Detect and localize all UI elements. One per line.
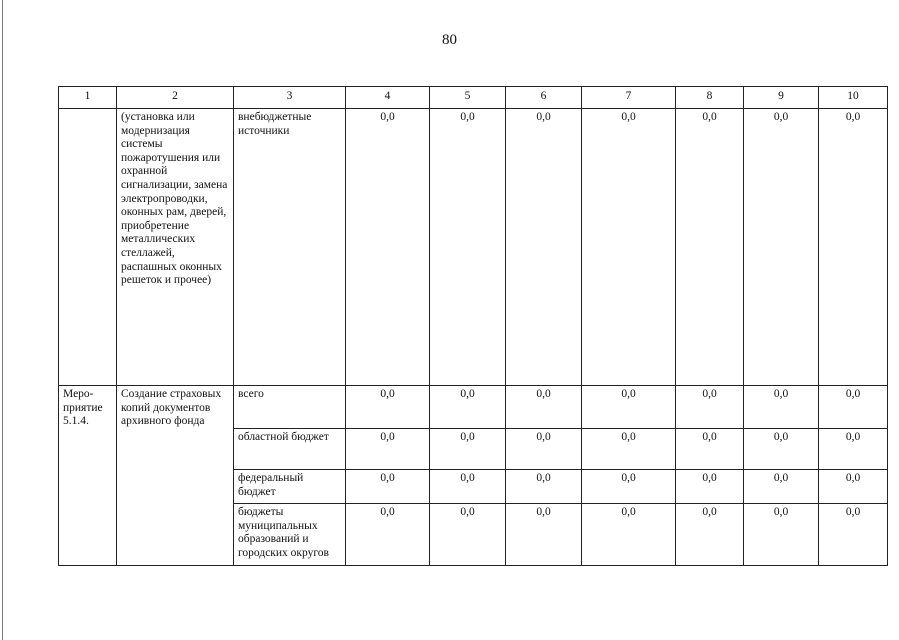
value-cell: 0,0 [819,429,888,470]
value-cell: 0,0 [506,429,582,470]
measure-description-cell: Создание страховых копий документов архивного фонда [117,386,234,566]
column-number: 5 [430,87,506,109]
value-cell: 0,0 [676,429,744,470]
value-cell: 0,0 [430,386,506,429]
value-cell: 0,0 [506,109,582,386]
value-cell: 0,0 [506,386,582,429]
value-cell: 0,0 [744,109,819,386]
value-cell: 0,0 [819,504,888,566]
column-number: 2 [117,87,234,109]
value-cell: 0,0 [506,504,582,566]
table-header-row [59,87,888,109]
value-cell: 0,0 [346,386,430,429]
value-cell: 0,0 [430,504,506,566]
column-number: 9 [744,87,819,109]
table-row-continuation [59,109,888,386]
value-cell: 0,0 [346,429,430,470]
value-cell: 0,0 [744,504,819,566]
value-cell: 0,0 [819,386,888,429]
measure-code-line: приятие [63,401,103,414]
table-row-total [59,386,888,429]
value-cell: 0,0 [346,109,430,386]
measure-code-cell [59,109,117,386]
value-cell: 0,0 [582,470,676,504]
funding-source-cell: всего [234,386,346,429]
value-cell: 0,0 [744,470,819,504]
funding-source-cell: федеральный бюджет [234,470,346,504]
column-number: 6 [506,87,582,109]
measure-description-cell: (установка или модернизация системы пожаротушения или охранной сигнализации, замена электропроводки, оконных рам, дверей, приобретение металлических стеллажей, распашных оконных решеток и прочее) [117,109,234,386]
funding-source-cell: областной бюджет [234,429,346,470]
value-cell: 0,0 [430,429,506,470]
column-number: 3 [234,87,346,109]
value-cell: 0,0 [819,109,888,386]
value-cell: 0,0 [582,429,676,470]
measure-code-line: Меро- [63,388,94,400]
funding-source-cell: бюджеты муниципальных образований и городских округов [234,504,346,566]
column-number: 8 [676,87,744,109]
value-cell: 0,0 [346,470,430,504]
budget-table [58,86,888,566]
value-cell: 0,0 [676,470,744,504]
value-cell: 0,0 [582,109,676,386]
page-number: 80 [442,32,457,48]
value-cell: 0,0 [506,470,582,504]
value-cell: 0,0 [582,386,676,429]
value-cell: 0,0 [676,504,744,566]
column-number: 10 [819,87,888,109]
column-number: 4 [346,87,430,109]
value-cell: 0,0 [430,109,506,386]
value-cell: 0,0 [744,386,819,429]
value-cell: 0,0 [582,504,676,566]
value-cell: 0,0 [819,470,888,504]
value-cell: 0,0 [676,386,744,429]
value-cell: 0,0 [744,429,819,470]
page-left-edge [2,0,3,640]
value-cell: 0,0 [346,504,430,566]
measure-code-line: 5.1.4. [63,415,89,428]
funding-source-cell: внебюджетные источники [234,109,346,386]
column-number: 1 [59,87,117,109]
value-cell: 0,0 [430,470,506,504]
measure-code-cell [59,386,117,566]
value-cell: 0,0 [676,109,744,386]
column-number: 7 [582,87,676,109]
